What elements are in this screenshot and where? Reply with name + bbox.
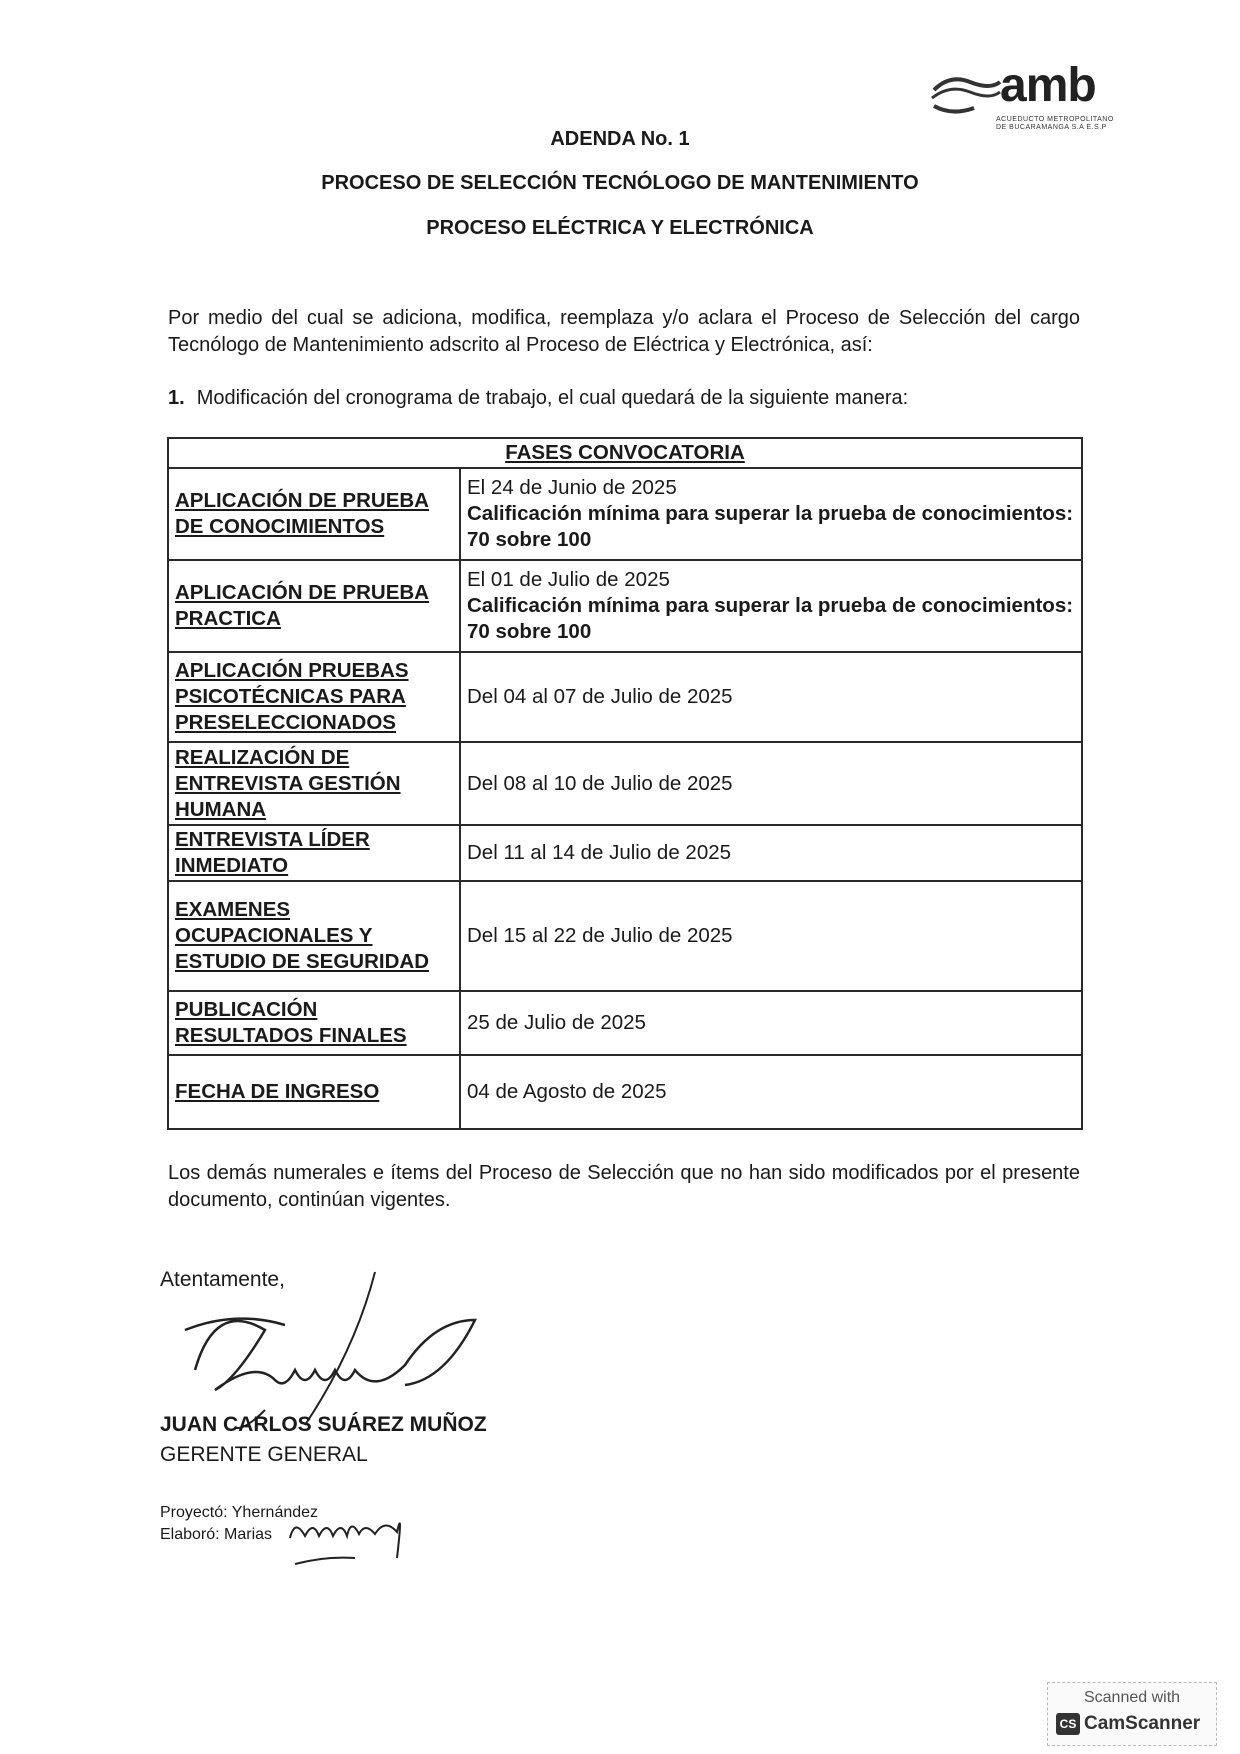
camscanner-badge-icon: CS [1056,1713,1080,1735]
table-row [168,652,1082,742]
projected-by: Proyectó: Yhernández [160,1504,319,1521]
date-cell: Del 08 al 10 de Julio de 2025 [460,742,1082,825]
table-header: FASES CONVOCATORIA [168,438,1082,468]
phase-cell: APLICACIÓN DE PRUEBA PRACTICA [168,560,460,652]
phase-cell: PUBLICACIÓN RESULTADOS FINALES [168,991,460,1055]
date-cell [460,560,1082,652]
phase-cell: EXAMENES OCUPACIONALES Y ESTUDIO DE SEGURIDAD [168,881,460,991]
item-1-text: Modificación del cronograma de trabajo, el cual quedará de la siguiente manera: [196,387,909,409]
camscanner-watermark [1047,1682,1217,1746]
note-text: Calificación mínima para superar la prueba de conocimientos: 70 sobre 100 [467,594,1074,643]
date-cell: Del 04 al 07 de Julio de 2025 [460,652,1082,742]
table-row [168,991,1082,1055]
item-1 [168,387,908,410]
date-cell: Del 15 al 22 de Julio de 2025 [460,881,1082,991]
note-text: Calificación mínima para superar la prueba de conocimientos: 70 sobre 100 [467,502,1074,551]
date-cell [460,468,1082,560]
table-row [168,825,1082,881]
elaborated-by: Elaboró: Marias [160,1526,273,1543]
phase-cell: APLICACIÓN PRUEBAS PSICOTÉCNICAS PARA PRESELECCIONADOS [168,652,460,742]
date-cell: 25 de Julio de 2025 [460,991,1082,1055]
phase-cell: ENTREVISTA LÍDER INMEDIATO [168,825,460,881]
table-row [168,468,1082,560]
camscanner-name: CamScanner [1084,1713,1201,1734]
document-subtitle-1: PROCESO DE SELECCIÓN TECNÓLOGO DE MANTENIMIENTO [321,172,919,194]
signer-role: GERENTE GENERAL [160,1443,368,1466]
scanned-with-text: Scanned with [1083,1689,1181,1706]
initials-signature-icon [285,1498,415,1568]
logo-subtitle: ACUEDUCTO METROPOLITANO DE BUCARAMANGA S.A E.S.P [996,116,1114,131]
greeting: Atentamente, [160,1268,285,1291]
table-header-row [168,438,1082,468]
date-text: El 01 de Julio de 2025 [467,568,670,591]
document-subtitle-2: PROCESO ELÉCTRICA Y ELECTRÓNICA [426,217,814,239]
closing-paragraph: Los demás numerales e ítems del Proceso de Selección que no han sido modificados por el presente documento, continúan vigentes. [168,1162,1080,1211]
schedule-table [167,437,1083,1130]
document-title: ADENDA No. 1 [550,128,690,150]
date-cell: 04 de Agosto de 2025 [460,1055,1082,1129]
table-row [168,881,1082,991]
phase-cell: REALIZACIÓN DE ENTREVISTA GESTIÓN HUMANA [168,742,460,825]
company-logo [930,59,1140,131]
date-cell: Del 11 al 14 de Julio de 2025 [460,825,1082,881]
table-row [168,1055,1082,1129]
date-text: El 24 de Junio de 2025 [467,476,677,499]
item-1-number: 1. [168,387,185,409]
phase-cell: APLICACIÓN DE PRUEBA DE CONOCIMIENTOS [168,468,460,560]
intro-paragraph: Por medio del cual se adiciona, modifica, reemplaza y/o aclara el Proceso de Selección del cargo Tecnólogo de Mantenimiento adscrito al Proceso de Eléctrica y Electrónica, así: [168,307,1080,356]
table-row [168,742,1082,825]
table-row [168,560,1082,652]
signer-name: JUAN CARLOS SUÁREZ MUÑOZ [160,1413,487,1436]
phase-cell: FECHA DE INGRESO [168,1055,460,1129]
logo-word: amb [1000,59,1096,112]
signature-icon [175,1270,505,1430]
logo-waves-icon [930,72,1002,118]
